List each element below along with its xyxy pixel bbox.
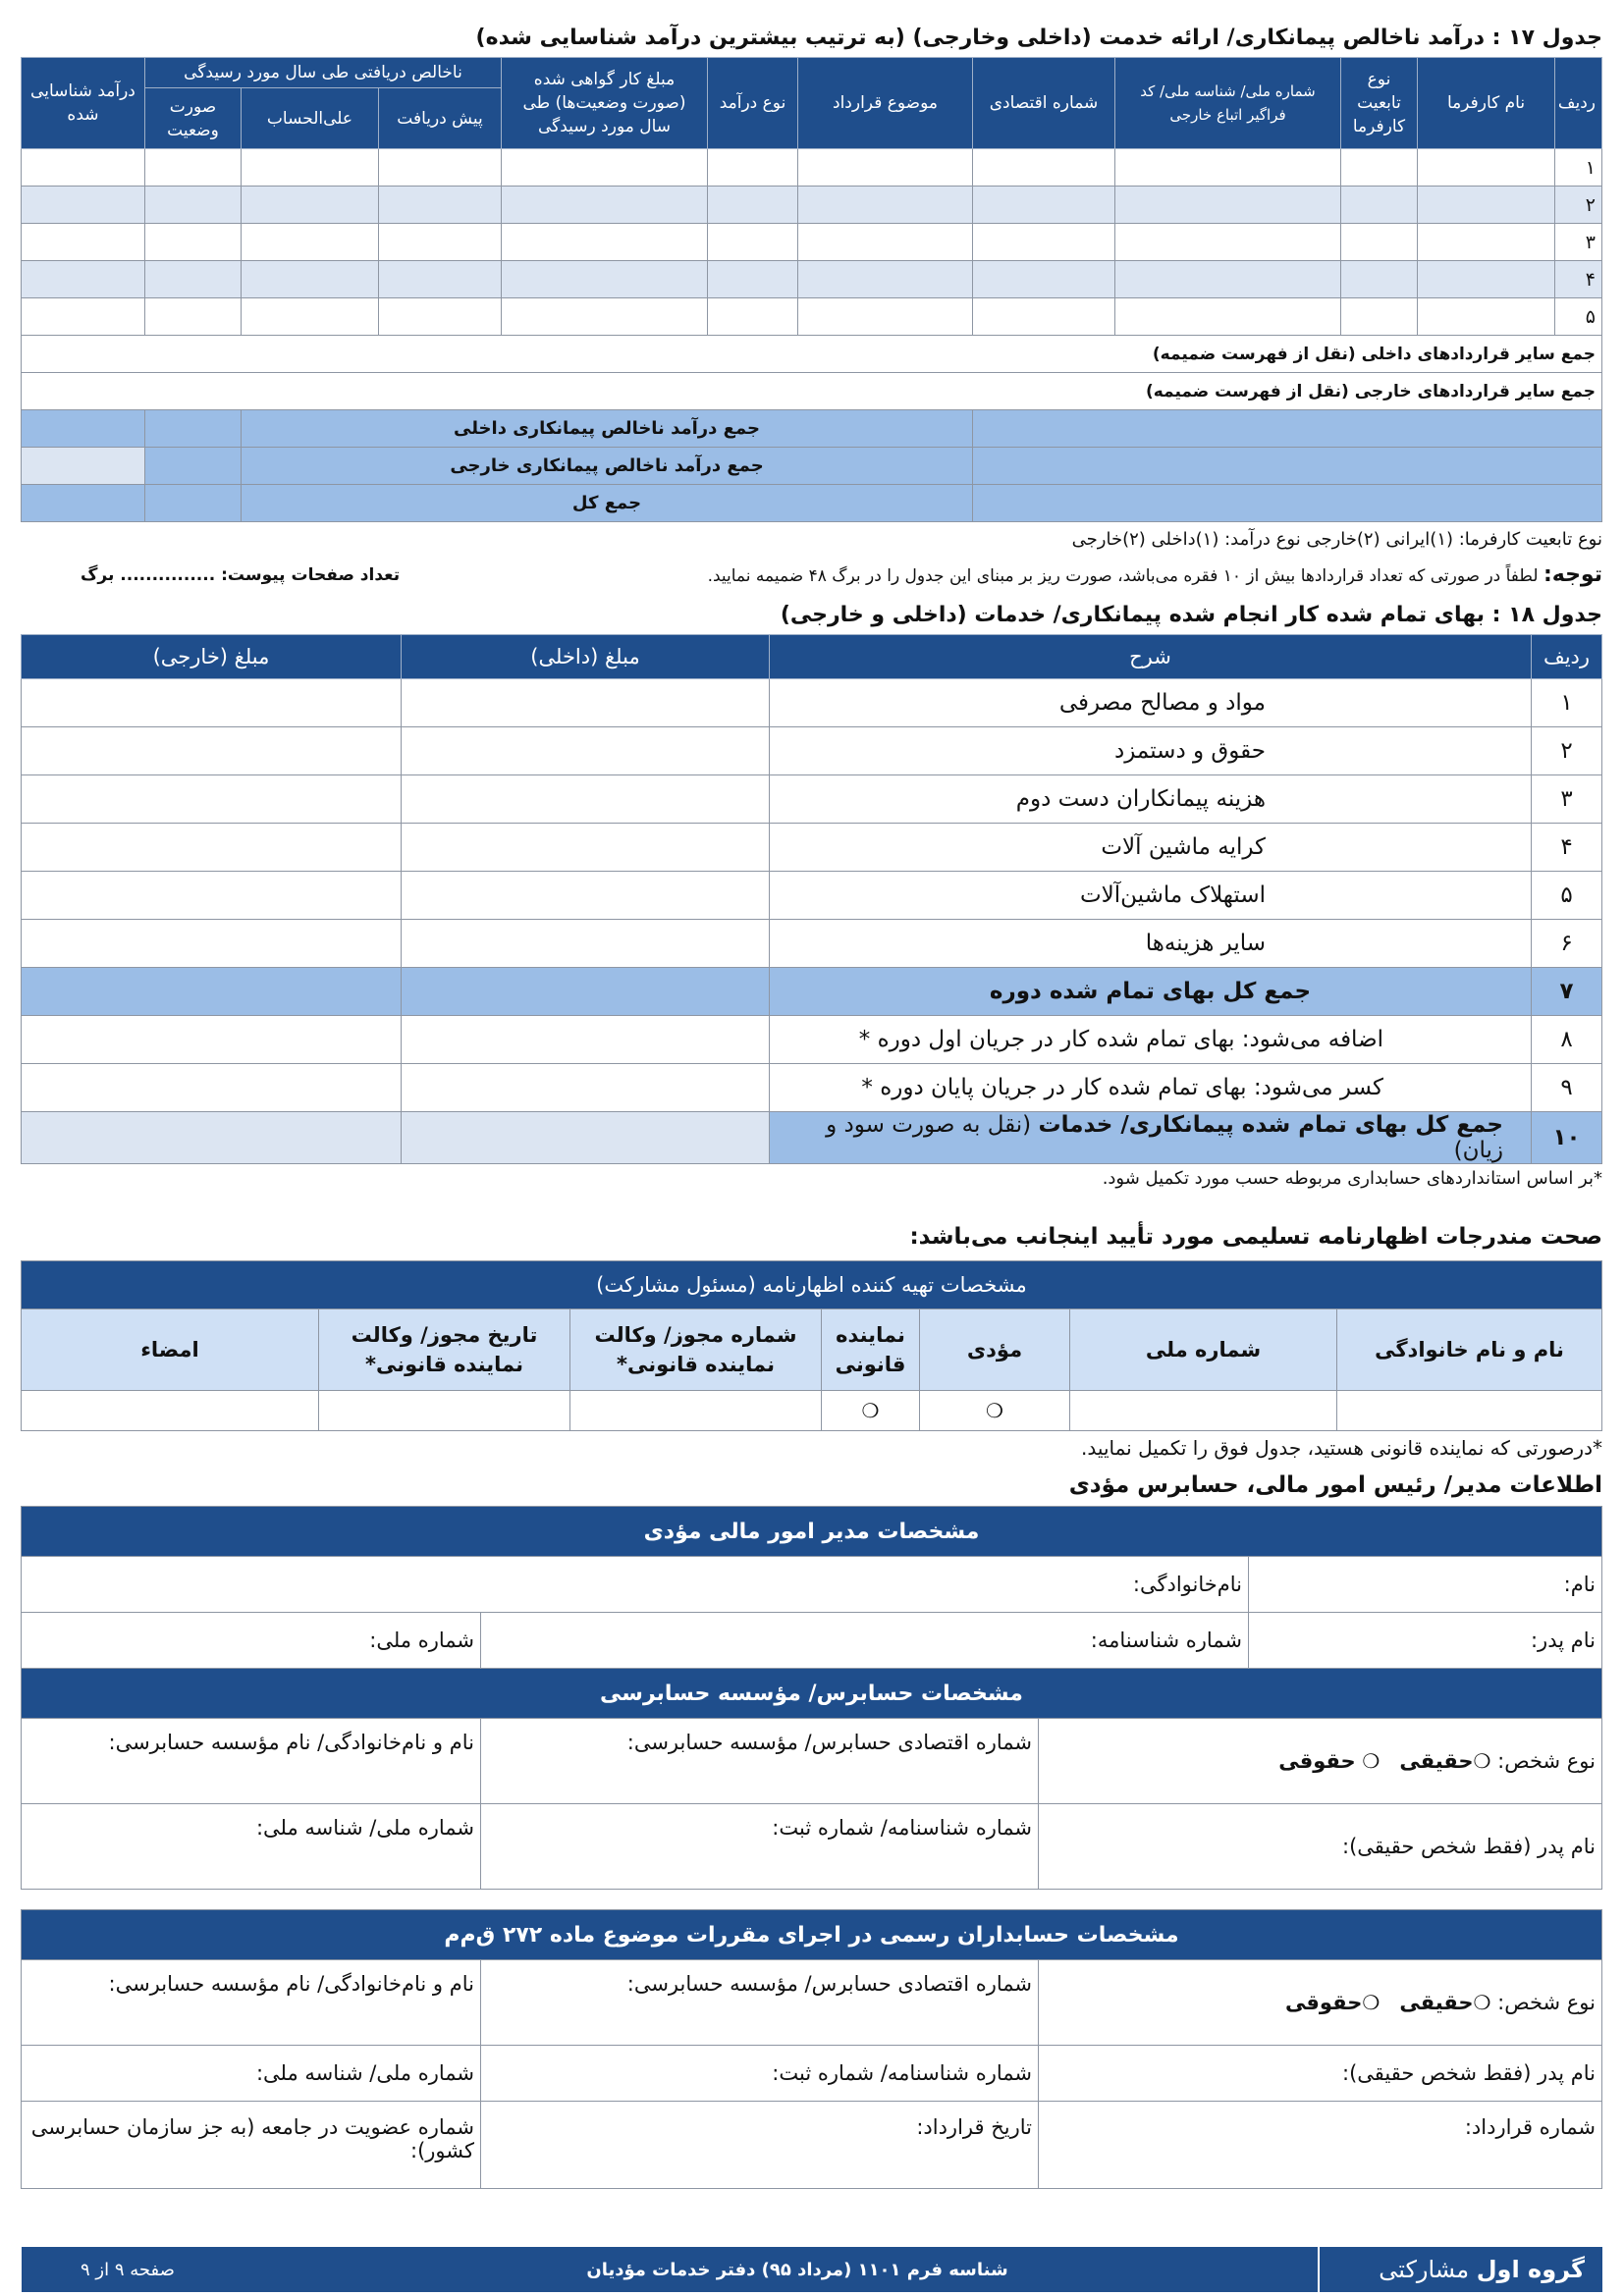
cell-input[interactable] xyxy=(798,261,973,298)
row-number: ۱ xyxy=(1555,149,1602,187)
cell-input[interactable] xyxy=(402,1112,770,1164)
sum-external-other-label: جمع سایر قراردادهای خارجی (نقل از فهرست ضمیمه) xyxy=(21,373,1601,410)
manager-band: مشخصات مدیر امور مالی مؤدی xyxy=(21,1507,1601,1557)
cell-input[interactable] xyxy=(402,679,770,727)
cell-input[interactable] xyxy=(1115,224,1341,261)
radio-natural[interactable]: ❍ xyxy=(1473,1991,1491,2014)
cell-input[interactable] xyxy=(1418,187,1555,224)
group-label: گروه اول مشارکتی xyxy=(1318,2247,1602,2292)
row-label: سایر هزینه‌ها xyxy=(770,920,1532,968)
manager-family-field[interactable]: نام‌خانوادگی: xyxy=(21,1557,1248,1613)
cell-input[interactable] xyxy=(798,298,973,336)
auditor-name-field[interactable]: نام و نام‌خانوادگی/ نام مؤسسه حسابرسی: xyxy=(21,1719,480,1804)
cell-input[interactable] xyxy=(22,824,402,872)
cell-input[interactable] xyxy=(1418,224,1555,261)
cell-input[interactable] xyxy=(402,824,770,872)
row-label: اضافه می‌شود: بهای تمام شده کار در جریان اول دوره * xyxy=(770,1016,1532,1064)
cell-input[interactable] xyxy=(144,224,241,261)
cell-input[interactable] xyxy=(973,298,1115,336)
th-advance: پیش دریافت xyxy=(379,88,502,149)
th-certified-amount: مبلغ کار گواهی شده (صورت وضعیت‌ها) طی سال مورد رسیدگی xyxy=(502,58,708,149)
table17 xyxy=(21,57,1602,522)
sum-internal-other-label: جمع سایر قراردادهای داخلی (نقل از فهرست ضمیمه) xyxy=(21,336,1601,373)
cell-input[interactable] xyxy=(708,224,798,261)
cell-input[interactable] xyxy=(21,448,144,485)
note-text: لطفاً در صورتی که تعداد قراردادها بیش از ۱۰ فقره می‌باشد، صورت ریز بر مبنای این جدول را در برگ ۴۸ ضمیمه نمایید. xyxy=(707,566,1539,586)
cell-input[interactable] xyxy=(242,261,379,298)
table-row xyxy=(22,1016,1602,1064)
cell-input[interactable] xyxy=(21,485,144,522)
form-id: شناسه فرم ۱۱۰۱ (مرداد ۹۵) دفتر خدمات مؤدیان xyxy=(586,2259,1008,2280)
row-number: ۷ xyxy=(1532,968,1602,1016)
cell-input[interactable] xyxy=(1418,149,1555,187)
radio-legal[interactable]: ❍ xyxy=(1362,1991,1380,2014)
official-band: مشخصات حسابداران رسمی در اجرای مقررات موضوع ماده ۲۷۲ ق‌م‌م xyxy=(21,1910,1601,1960)
th-employer-nationality: نوع تابعیت کارفرما xyxy=(1341,58,1418,149)
preparer-band: مشخصات تهیه کننده اظهارنامه (مسئول مشارکت) xyxy=(21,1261,1601,1309)
cell-input[interactable] xyxy=(379,261,502,298)
national-no-field[interactable] xyxy=(1070,1391,1337,1431)
th-amount-external: مبلغ (خارجی) xyxy=(22,635,402,679)
membership-no-field[interactable]: شماره عضویت در جامعه (به جز سازمان حسابرسی کشور): xyxy=(21,2102,480,2189)
official-birth-cert-field[interactable]: شماره شناسنامه/ شماره ثبت: xyxy=(481,2046,1039,2102)
cell-input[interactable] xyxy=(708,298,798,336)
table17-header-row xyxy=(21,58,1601,88)
table-row xyxy=(21,224,1601,261)
cell-input[interactable] xyxy=(502,298,708,336)
th-signature: امضاء xyxy=(21,1309,318,1391)
cell-input[interactable] xyxy=(973,149,1115,187)
table-row xyxy=(22,1064,1602,1112)
table-row-grand-total xyxy=(22,1112,1602,1164)
form-page xyxy=(22,20,1602,2189)
cell-input[interactable] xyxy=(502,224,708,261)
official-national-field[interactable]: شماره ملی/ شناسه ملی: xyxy=(21,2046,480,2102)
row-label: حقوق و دستمزد xyxy=(770,727,1532,775)
cell-input[interactable] xyxy=(22,872,402,920)
row-number: ۵ xyxy=(1555,298,1602,336)
license-no-field[interactable] xyxy=(570,1391,822,1431)
th-description: شرح xyxy=(770,635,1532,679)
cell-input[interactable] xyxy=(21,298,144,336)
page-footer xyxy=(22,2247,1602,2292)
row-number: ۱۰ xyxy=(1532,1112,1602,1164)
row-number: ۴ xyxy=(1555,261,1602,298)
cell-input[interactable] xyxy=(1341,149,1418,187)
table-row-total xyxy=(22,968,1602,1016)
row-label: کسر می‌شود: بهای تمام شده کار در جریان پایان دوره * xyxy=(770,1064,1532,1112)
table-row xyxy=(22,775,1602,824)
table17-title: جدول ۱۷ : درآمد ناخالص پیمانکاری/ ارائه خدمت (داخلی وخارجی) (به ترتیب بیشترین درآمد شناسایی شده) xyxy=(475,26,1602,50)
th-taxpayer: مؤدی xyxy=(920,1309,1070,1391)
cell-input[interactable] xyxy=(144,298,241,336)
cell-input[interactable] xyxy=(402,1016,770,1064)
row-label: کرایه ماشین آلات xyxy=(770,824,1532,872)
cell-input[interactable] xyxy=(402,775,770,824)
sum-gross-external-label: جمع درآمد ناخالص پیمانکاری خارجی xyxy=(242,448,973,485)
cell-input[interactable] xyxy=(22,968,402,1016)
row-number: ۳ xyxy=(1555,224,1602,261)
manager-father-field[interactable]: نام پدر: xyxy=(1249,1613,1602,1669)
cell-input[interactable] xyxy=(1418,298,1555,336)
cell-input[interactable] xyxy=(798,149,973,187)
row-label: هزینه پیمانکاران دست دوم xyxy=(770,775,1532,824)
th-income-type: نوع درآمد xyxy=(708,58,798,149)
th-radif: ردیف xyxy=(1555,58,1602,149)
cell-input[interactable] xyxy=(242,187,379,224)
sum-gross-external-row xyxy=(21,448,1601,485)
auditor-person-type[interactable]: نوع شخص: ❍حقیقی ❍ حقوقی xyxy=(1039,1719,1602,1804)
th-economic-no: شماره اقتصادی xyxy=(973,58,1115,149)
row-label: مواد و مصالح مصرفی xyxy=(770,679,1532,727)
cell-input[interactable] xyxy=(144,448,241,485)
row-number: ۴ xyxy=(1532,824,1602,872)
cell-input[interactable] xyxy=(798,187,973,224)
table-row xyxy=(22,679,1602,727)
row-number: ۱ xyxy=(1532,679,1602,727)
sum-gross-internal-label: جمع درآمد ناخالص پیمانکاری داخلی xyxy=(242,410,973,448)
manager-birth-cert-field[interactable]: شماره شناسنامه: xyxy=(481,1613,1249,1669)
radio-natural[interactable]: ❍ xyxy=(1473,1749,1491,1773)
auditor-birth-cert-field[interactable]: شماره شناسنامه/ شماره ثبت: xyxy=(481,1804,1039,1890)
radio-legal[interactable]: ❍ xyxy=(1362,1749,1380,1773)
note-label: توجه: xyxy=(1543,562,1602,587)
legal-rep-radio[interactable]: ❍ xyxy=(822,1391,920,1431)
cell-input[interactable] xyxy=(379,187,502,224)
cell-input[interactable] xyxy=(708,187,798,224)
sum-gross-internal-row xyxy=(21,410,1601,448)
row-label: استهلاک ماشین‌آلات xyxy=(770,872,1532,920)
cell-input[interactable] xyxy=(1341,298,1418,336)
cell-input[interactable] xyxy=(708,149,798,187)
cell-input[interactable] xyxy=(402,920,770,968)
auditor-economic-field[interactable]: شماره اقتصادی حسابرس/ مؤسسه حسابرسی: xyxy=(481,1719,1039,1804)
cell-input[interactable] xyxy=(22,920,402,968)
sum-total-row xyxy=(21,485,1601,522)
th-recognized-income: درآمد شناسایی شده xyxy=(21,58,144,149)
cell-input[interactable] xyxy=(402,1064,770,1112)
official-father-field[interactable]: نام پدر (فقط شخص حقیقی): xyxy=(1039,2046,1602,2102)
row-number: ۶ xyxy=(1532,920,1602,968)
th-radif: ردیف xyxy=(1532,635,1602,679)
preparer-footnote: *درصورتی که نماینده قانونی هستید، جدول فوق را تکمیل نمایید. xyxy=(1081,1436,1602,1460)
table-row xyxy=(21,261,1601,298)
taxpayer-radio[interactable]: ❍ xyxy=(920,1391,1070,1431)
contract-date-field[interactable]: تاریخ قرارداد: xyxy=(481,2102,1039,2189)
th-on-account: علی‌الحساب xyxy=(242,88,379,149)
cell-input[interactable] xyxy=(1341,224,1418,261)
table17-note xyxy=(22,558,1602,593)
table18 xyxy=(21,634,1602,1164)
cell-input[interactable] xyxy=(21,149,144,187)
cell-input[interactable] xyxy=(22,1016,402,1064)
official-name-field[interactable]: نام و نام‌خانوادگی/ نام مؤسسه حسابرسی: xyxy=(21,1960,480,2046)
row-number: ۹ xyxy=(1532,1064,1602,1112)
full-name-field[interactable] xyxy=(1337,1391,1602,1431)
manager-national-field[interactable]: شماره ملی: xyxy=(21,1613,480,1669)
th-legal-rep: نماینده قانونی xyxy=(822,1309,920,1391)
cell-input[interactable] xyxy=(144,410,241,448)
attach-pages: تعداد صفحات پیوست: ............... برگ xyxy=(81,565,401,585)
cell-input[interactable] xyxy=(1115,149,1341,187)
cell-input[interactable] xyxy=(22,679,402,727)
cell-input[interactable] xyxy=(502,149,708,187)
license-date-field[interactable] xyxy=(319,1391,570,1431)
cell-input[interactable] xyxy=(242,149,379,187)
table-row xyxy=(22,872,1602,920)
cell-input[interactable] xyxy=(242,224,379,261)
cell-input[interactable] xyxy=(144,261,241,298)
table-row xyxy=(21,187,1601,224)
cell-input[interactable] xyxy=(144,485,241,522)
th-license-no: شماره مجوز/ وکالت نماینده قانونی* xyxy=(570,1309,822,1391)
cell-input[interactable] xyxy=(144,187,241,224)
cell-input[interactable] xyxy=(402,727,770,775)
th-contract-subject: موضوع قرارداد xyxy=(798,58,973,149)
official-accountants-table xyxy=(21,1909,1602,2189)
cell-input[interactable] xyxy=(21,187,144,224)
table18-header-row xyxy=(22,635,1602,679)
confirm-title: صحت مندرجات اظهارنامه تسلیمی مورد تأیید اینجانب می‌باشد: xyxy=(909,1224,1602,1250)
cell-input[interactable] xyxy=(242,298,379,336)
cell-input[interactable] xyxy=(402,968,770,1016)
cell-input[interactable] xyxy=(1418,261,1555,298)
cell-input[interactable] xyxy=(1115,298,1341,336)
preparer-input-row xyxy=(21,1391,1601,1431)
th-amount-internal: مبلغ (داخلی) xyxy=(402,635,770,679)
preparer-table xyxy=(21,1260,1602,1431)
cell-input[interactable] xyxy=(144,149,241,187)
cell-input[interactable] xyxy=(1341,261,1418,298)
cell-input[interactable] xyxy=(973,261,1115,298)
auditor-band: مشخصات حسابرس/ مؤسسه حسابرسی xyxy=(21,1669,1601,1719)
cell-input[interactable] xyxy=(502,261,708,298)
cell-input[interactable] xyxy=(22,1064,402,1112)
cell-input[interactable] xyxy=(502,187,708,224)
cell-input[interactable] xyxy=(1115,261,1341,298)
preparer-header-row xyxy=(21,1309,1601,1391)
cell-input[interactable] xyxy=(21,261,144,298)
table-row xyxy=(21,298,1601,336)
th-statement: صورت وضعیت xyxy=(144,88,241,149)
signature-field[interactable] xyxy=(21,1391,318,1431)
th-gross-received: ناخالص دریافتی طی سال مورد رسیدگی xyxy=(144,58,501,88)
table18-footnote: *بر اساس استانداردهای حسابداری مربوطه حسب مورد تکمیل شود. xyxy=(1102,1168,1602,1189)
row-number: ۲ xyxy=(1532,727,1602,775)
cell-input[interactable] xyxy=(22,775,402,824)
cell-input[interactable] xyxy=(22,727,402,775)
cell-input[interactable] xyxy=(21,410,144,448)
manager-title: اطلاعات مدیر/ رئیس امور مالی، حسابرس مؤدی xyxy=(1068,1472,1602,1498)
cell-input[interactable] xyxy=(973,187,1115,224)
official-person-type[interactable]: نوع شخص: ❍حقیقی ❍حقوقی xyxy=(1039,1960,1602,2046)
cell-input[interactable] xyxy=(973,224,1115,261)
cell-input[interactable] xyxy=(379,224,502,261)
row-label: جمع کل بهای تمام شده دوره xyxy=(770,968,1532,1016)
auditor-national-field[interactable]: شماره ملی/ شناسه ملی: xyxy=(21,1804,480,1890)
th-license-date: تاریخ مجوز/ وکالت نماینده قانونی* xyxy=(319,1309,570,1391)
contract-no-field[interactable]: شماره قرارداد: xyxy=(1039,2102,1602,2189)
cell-input[interactable] xyxy=(22,1112,402,1164)
cell-input[interactable] xyxy=(379,149,502,187)
th-employer-name: نام کارفرما xyxy=(1418,58,1555,149)
manager-name-field[interactable]: نام: xyxy=(1249,1557,1602,1613)
row-number: ۵ xyxy=(1532,872,1602,920)
th-national-id: شماره ملی/ شناسه ملی/ کد فراگیر اتباع خارجی xyxy=(1115,58,1341,149)
sum-external-other-row xyxy=(21,373,1601,410)
official-economic-field[interactable]: شماره اقتصادی حسابرس/ مؤسسه حسابرسی: xyxy=(481,1960,1039,2046)
cell-input[interactable] xyxy=(379,298,502,336)
table-row xyxy=(22,824,1602,872)
table17-legend: نوع تابعیت کارفرما: (۱)ایرانی (۲)خارجی نوع درآمد: (۱)داخلی (۲)خارجی xyxy=(1071,529,1602,550)
table-row xyxy=(22,727,1602,775)
cell-input[interactable] xyxy=(798,224,973,261)
th-full-name: نام و نام خانوادگی xyxy=(1337,1309,1602,1391)
row-label: جمع کل بهای تمام شده پیمانکاری/ خدمات (نقل به صورت سود و زیان) xyxy=(770,1112,1532,1164)
row-number: ۳ xyxy=(1532,775,1602,824)
cell-input[interactable] xyxy=(708,261,798,298)
row-number: ۸ xyxy=(1532,1016,1602,1064)
table-row xyxy=(22,920,1602,968)
cell-input[interactable] xyxy=(1341,187,1418,224)
sum-total-label: جمع کل xyxy=(242,485,973,522)
page-number: صفحه ۹ از ۹ xyxy=(81,2259,175,2280)
table-row xyxy=(21,149,1601,187)
table18-title: جدول ۱۸ : بهای تمام شده کار انجام شده پیمانکاری/ خدمات (داخلی و خارجی) xyxy=(780,603,1602,627)
sum-internal-other-row xyxy=(21,336,1601,373)
cell-input[interactable] xyxy=(21,224,144,261)
cell-input[interactable] xyxy=(1115,187,1341,224)
manager-table xyxy=(21,1506,1602,1890)
auditor-father-field[interactable]: نام پدر (فقط شخص حقیقی): xyxy=(1039,1804,1602,1890)
th-national-no: شماره ملی xyxy=(1070,1309,1337,1391)
cell-input[interactable] xyxy=(402,872,770,920)
row-number: ۲ xyxy=(1555,187,1602,224)
